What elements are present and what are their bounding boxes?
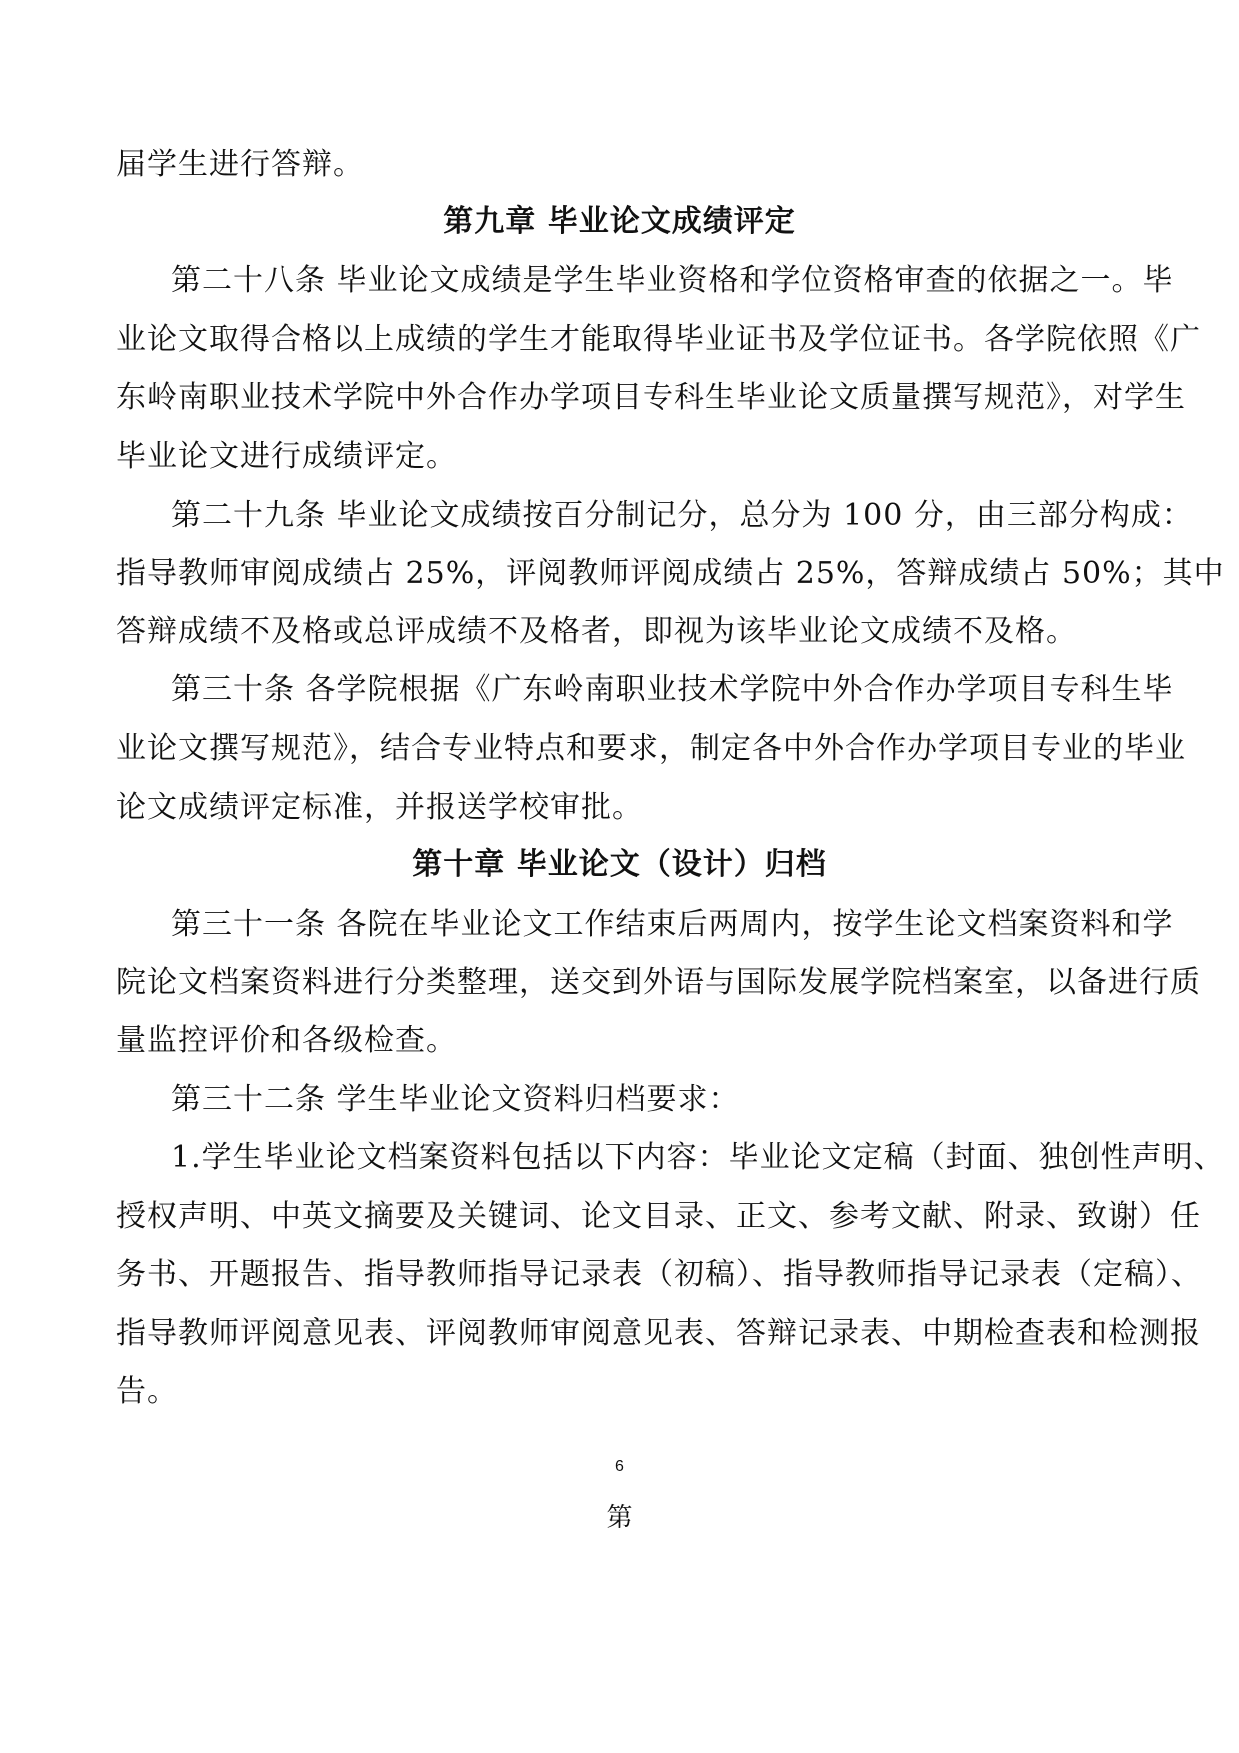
- paragraph-line: 授权声明、中英文摘要及关键词、论文目录、正文、参考文献、附录、致谢）任: [116, 1199, 1201, 1234]
- paragraph-line: 告。: [116, 1374, 178, 1409]
- paragraph-line: 院论文档案资料进行分类整理，送交到外语与国际发展学院档案室，以备进行质: [116, 965, 1201, 1000]
- article-29-line: 第二十九条 毕业论文成绩按百分制记分，总分为 100 分，由三部分构成：: [171, 498, 1193, 533]
- article-31-line: 第三十一条 各院在毕业论文工作结束后两周内，按学生论文档案资料和学: [171, 907, 1174, 942]
- paragraph-line: 量监控评价和各级检查。: [116, 1023, 457, 1058]
- list-item-1-line: 1.学生毕业论文档案资料包括以下内容：毕业论文定稿（封面、独创性声明、: [171, 1140, 1225, 1175]
- page-number: 6: [615, 1458, 624, 1475]
- article-30-line: 第三十条 各学院根据《广东岭南职业技术学院中外合作办学项目专科生毕: [171, 672, 1174, 707]
- paragraph-line: 毕业论文进行成绩评定。: [116, 439, 457, 474]
- article-28-line: 第二十八条 毕业论文成绩是学生毕业资格和学位资格审查的依据之一。毕: [171, 263, 1174, 298]
- paragraph-line: 业论文取得合格以上成绩的学生才能取得毕业证书及学位证书。各学院依照《广: [116, 322, 1201, 357]
- chapter-heading-9: 第九章 毕业论文成绩评定: [443, 204, 796, 239]
- paragraph-line: 东岭南职业技术学院中外合作办学项目专科生毕业论文质量撰写规范》，对学生: [116, 380, 1186, 415]
- paragraph-line: 务书、开题报告、指导教师指导记录表（初稿）、指导教师指导记录表（定稿）、: [116, 1257, 1202, 1292]
- paragraph-line: 业论文撰写规范》，结合专业特点和要求，制定各中外合作办学项目专业的毕业: [116, 731, 1186, 766]
- paragraph-line: 论文成绩评定标准，并报送学校审批。: [116, 790, 643, 825]
- paragraph-line: 答辩成绩不及格或总评成绩不及格者，即视为该毕业论文成绩不及格。: [116, 614, 1077, 649]
- paragraph-line: 指导教师审阅成绩占 25%，评阅教师评阅成绩占 25%，答辩成绩占 50%；其中: [116, 556, 1225, 591]
- article-32-line: 第三十二条 学生毕业论文资料归档要求：: [171, 1082, 740, 1117]
- paragraph-line: 届学生进行答辩。: [116, 147, 364, 182]
- footer-text: 第: [606, 1503, 633, 1533]
- paragraph-line: 指导教师评阅意见表、评阅教师审阅意见表、答辩记录表、中期检查表和检测报: [116, 1316, 1201, 1351]
- chapter-heading-10: 第十章 毕业论文（设计）归档: [412, 847, 827, 882]
